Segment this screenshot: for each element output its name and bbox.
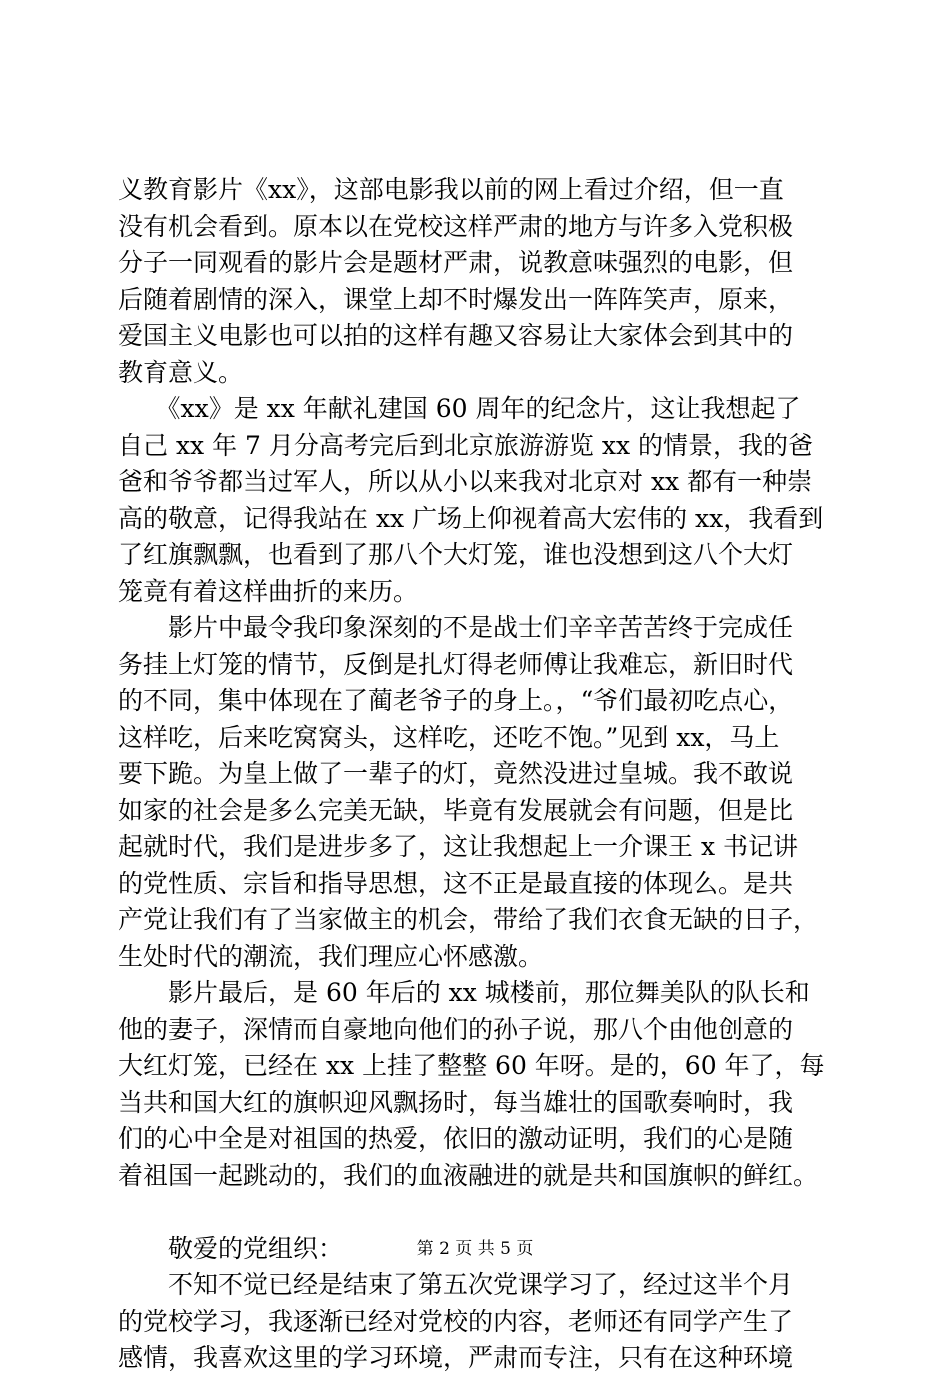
text-line: 他的妻子，深情而自豪地向他们的孙子说，那八个由他创意的 <box>118 1014 794 1044</box>
text-line: 笼竟有着这样曲折的来历。 <box>118 576 419 606</box>
document-body <box>118 172 854 1377</box>
page-footer: 第 2 页 共 5 页 <box>416 1239 534 1259</box>
text-line: 着祖国一起跳动的，我们的血液融进的就是共和国旗帜的鲜红。 <box>118 1160 819 1190</box>
text-line: 务挂上灯笼的情节，反倒是扎灯得老师傅让我难忘，新旧时代 <box>118 649 794 679</box>
text-line: 义教育影片《xx》，这部电影我以前的网上看过介绍，但一直 <box>118 175 784 204</box>
text-line: 教育意义。 <box>118 357 244 387</box>
text-line: 自己 xx 年 7 月分高考完后到北京旅游游览 xx 的情景，我的爸 <box>118 430 813 460</box>
text-line: 敬爱的党组织： <box>118 1233 344 1263</box>
text-line: 要下跪。为皇上做了一辈子的灯，竟然没进过皇城。我不敢说 <box>118 759 794 788</box>
text-line: 们的心中全是对祖国的热爱，依旧的激动证明，我们的心是随 <box>118 1124 794 1153</box>
text-line: 产党让我们有了当家做主的机会，带给了我们衣食无缺的日子， <box>118 905 819 934</box>
blank-line <box>118 1194 854 1231</box>
text-line: 了红旗飘飘，也看到了那八个大灯笼，谁也没想到这八个大灯 <box>118 540 794 569</box>
text-line: 不知不觉已经是结束了第五次党课学习了，经过这半个月 <box>118 1270 794 1299</box>
text-line: 没有机会看到。原本以在党校这样严肃的地方与许多入党积极 <box>118 211 794 241</box>
text-line: 爱国主义电影也可以拍的这样有趣又容易让大家体会到其中的 <box>118 321 794 350</box>
text-line: 影片中最令我印象深刻的不是战士们辛辛苦苦终于完成任 <box>118 613 794 642</box>
text-line: 大红灯笼，已经在 xx 上挂了整整 60 年呀。是的，60 年了，每 <box>118 1051 825 1080</box>
text-line: 起就时代，我们是进步多了，这让我想起上一介课王 x 书记讲 <box>118 832 798 861</box>
text-line: 的不同，集中体现在了蔺老爷子的身上。，“爷们最初吃点心， <box>118 686 794 715</box>
text-line: 后随着剧情的深入，课堂上却不时爆发出一阵阵笑声，原来， <box>118 284 794 314</box>
text-line: 当共和国大红的旗帜迎风飘扬时，每当雄壮的国歌奏响时，我 <box>118 1087 794 1117</box>
text-line: 感情，我喜欢这里的学习环境，严肃而专注，只有在这种环境 <box>118 1343 794 1372</box>
text-line: 如家的社会是多么完美无缺，毕竟有发展就会有问题，但是比 <box>118 795 794 825</box>
text-line: 生处时代的潮流，我们理应心怀感激。 <box>118 941 544 971</box>
text-line: 影片最后，是 60 年后的 xx 城楼前，那位舞美队的队长和 <box>118 978 810 1007</box>
text-line: 的党性质、宗旨和指导思想，这不正是最直接的体现么。是共 <box>118 868 794 898</box>
text-line: 分子一同观看的影片会是题材严肃，说教意味强烈的电影，但 <box>118 248 794 277</box>
text-line: 这样吃，后来吃窝窝头，这样吃，还吃不饱。”见到 xx，马上 <box>118 722 780 752</box>
text-line: 爸和爷爷都当过军人，所以从小以来我对北京对 xx 都有一种崇 <box>118 467 813 496</box>
text-line: 《xx》是 xx 年献礼建国 60 周年的纪念片，这让我想起了 <box>118 394 801 423</box>
text-line: 高的敬意，记得我站在 xx 广场上仰视着高大宏伟的 xx，我看到 <box>118 503 824 533</box>
text-line: 的党校学习，我逐渐已经对党校的内容，老师还有同学产生了 <box>118 1306 794 1336</box>
